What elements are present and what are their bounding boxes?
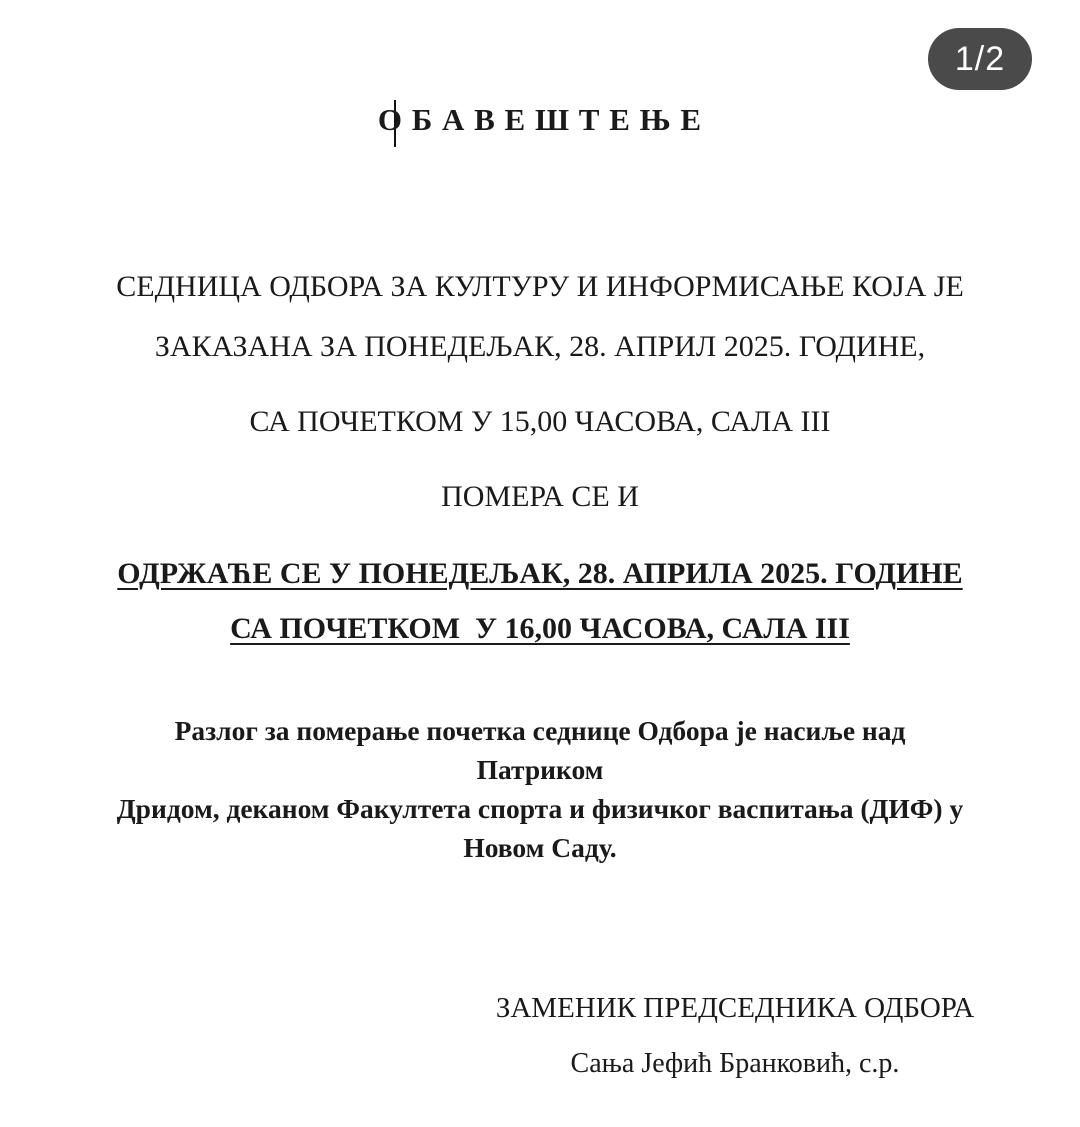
notice-line-postponed: ПОМЕРА СЕ И <box>441 480 639 513</box>
signature-name: Сања Јефић Бранковић, с.р. <box>570 1048 900 1079</box>
notice-line-new-time: СА ПОЧЕТКОМ У 16,00 ЧАСОВА, САЛА III <box>230 612 850 645</box>
reason-line: Разлог за померање почетка седнице Одбора је насиље над Патриком <box>174 715 906 785</box>
signature-block <box>450 992 1020 1080</box>
signature-role: ЗАМЕНИК ПРЕДСЕДНИКА ОДБОРА <box>495 992 975 1024</box>
notice-line-original-time: СА ПОЧЕТКОМ У 15,00 ЧАСОВА, САЛА III <box>249 405 831 438</box>
notice-line-scheduled-date: ЗАКАЗАНА ЗА ПОНЕДЕЉАК, 28. АПРИЛ 2025. ГОДИНЕ, <box>154 330 926 363</box>
reason-line: Новом Саду. <box>463 832 617 863</box>
reason-paragraph <box>110 711 970 867</box>
page-indicator-badge: 1/2 <box>928 28 1032 90</box>
notice-line-new-date: ОДРЖАЋЕ СЕ У ПОНЕДЕЉАК, 28. АПРИЛА 2025. ГОДИНЕ <box>117 557 963 590</box>
notice-line-session: СЕДНИЦА ОДБОРА ЗА КУЛТУРУ И ИНФОРМИСАЊЕ КОЈА ЈЕ <box>116 270 964 303</box>
document-title: О Б А В Е Ш Т Е Њ Е <box>377 102 703 137</box>
reason-line: Дридом, деканом Факултета спорта и физичког васпитања (ДИФ) у <box>116 793 964 824</box>
